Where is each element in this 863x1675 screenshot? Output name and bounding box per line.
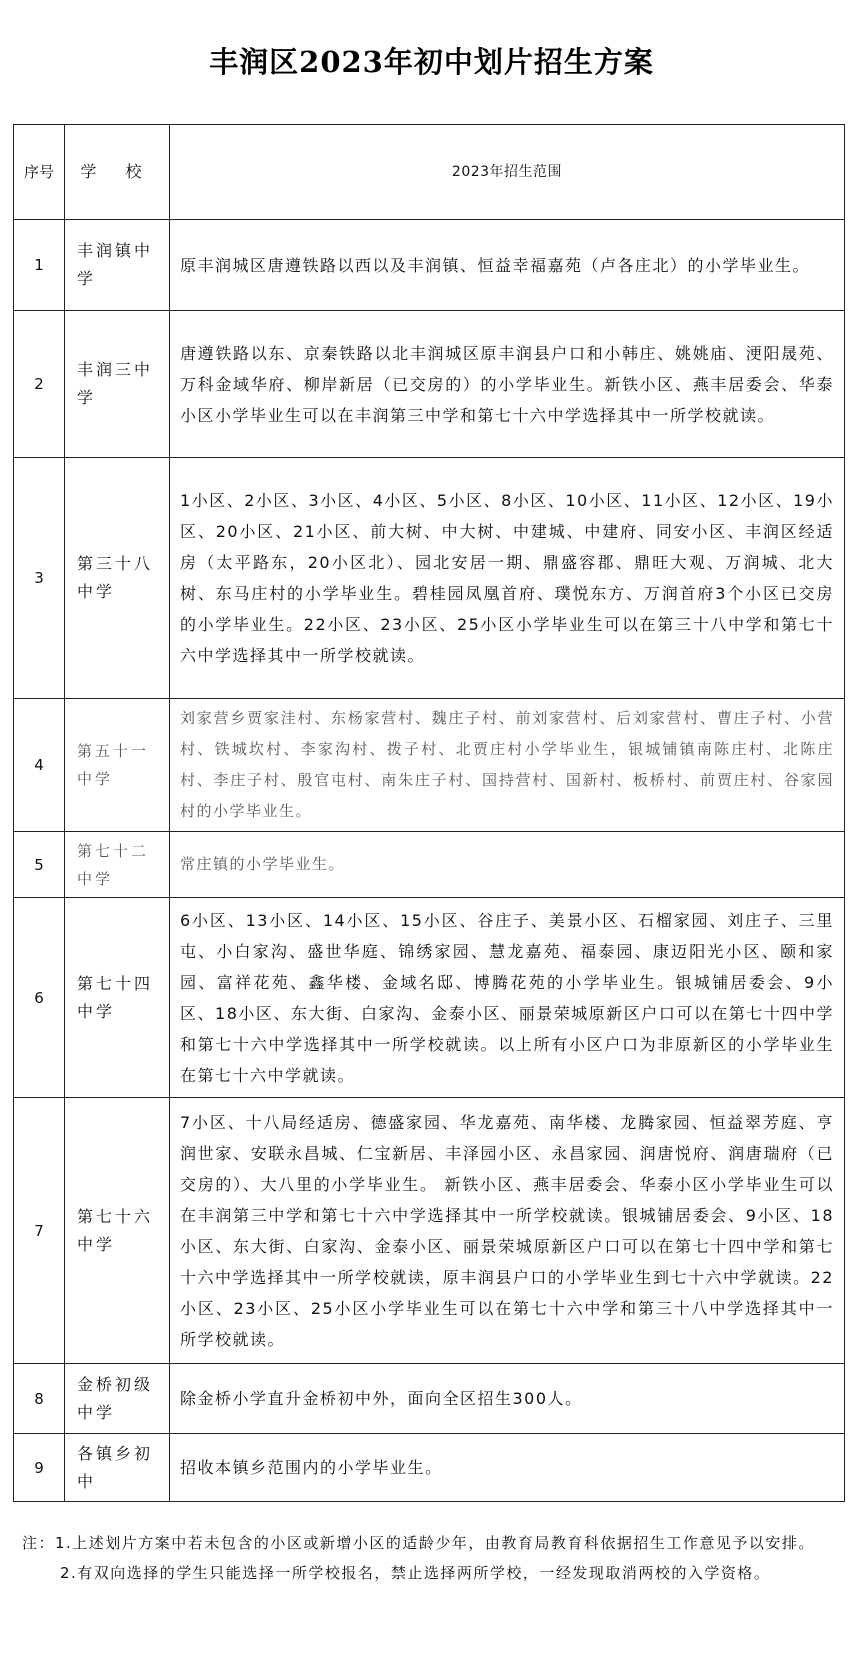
row-school: 第七十二中学 <box>65 832 170 898</box>
row-school: 第七十六中学 <box>65 1098 170 1364</box>
table-header-row <box>14 125 845 220</box>
note-1: 注：1.上述划片方案中若未包含的小区或新增小区的适龄少年，由教育局教育科依据招生工作意见予以安排。 <box>22 1534 815 1552</box>
page-title: 丰润区2023年初中划片招生方案 <box>209 45 654 79</box>
row-index: 6 <box>14 898 65 1098</box>
row-school: 丰润三中学 <box>65 311 170 458</box>
row-range: 原丰润城区唐遵铁路以西以及丰润镇、恒益幸福嘉苑（卢各庄北）的小学毕业生。 <box>170 220 845 311</box>
row-range: 唐遵铁路以东、京秦铁路以北丰润城区原丰润县户口和小韩庄、姚姚庙、浭阳晟苑、万科金域华府、柳岸新居（已交房的）的小学毕业生。新铁小区、燕丰居委会、华泰小区小学毕业生可以在丰润第三中学和第七十六中学选择其中一所学校就读。 <box>170 311 845 458</box>
table-row <box>14 699 845 832</box>
row-school: 金桥初级中学 <box>65 1364 170 1434</box>
notes-section <box>22 1528 842 1588</box>
table-row <box>14 898 845 1098</box>
row-index: 7 <box>14 1098 65 1364</box>
header-range: 2023年招生范围 <box>170 125 845 220</box>
row-school: 第五十一中学 <box>65 699 170 832</box>
table-row <box>14 832 845 898</box>
row-school: 第三十八中学 <box>65 458 170 699</box>
table-row <box>14 1364 845 1434</box>
table-row <box>14 311 845 458</box>
table-row <box>14 1434 845 1502</box>
row-range: 6小区、13小区、14小区、15小区、谷庄子、美景小区、石榴家园、刘庄子、三里屯、小白家沟、盛世华庭、锦绣家园、慧龙嘉苑、福泰园、康迈阳光小区、颐和家园、富祥花苑、鑫华楼、金域名邸、博腾花苑的小学毕业生。银城铺居委会、9小区、18小区、东大街、白家沟、金泰小区、丽景荣城原新区户口可以在第七十四中学和第七十六中学选择其中一所学校就读。以上所有小区户口为非原新区的小学毕业生在第七十六中学就读。 <box>170 898 845 1098</box>
row-range: 招收本镇乡范围内的小学毕业生。 <box>170 1434 845 1502</box>
table-row <box>14 220 845 311</box>
table-row <box>14 1098 845 1364</box>
row-index: 3 <box>14 458 65 699</box>
table-row <box>14 458 845 699</box>
row-range: 常庄镇的小学毕业生。 <box>170 832 845 898</box>
row-range: 刘家营乡贾家洼村、东杨家营村、魏庄子村、前刘家营村、后刘家营村、曹庄子村、小营村、铁城坎村、李家沟村、拨子村、北贾庄村小学毕业生，银城铺镇南陈庄村、北陈庄村、李庄子村、殷官屯村、南朱庄子村、国持营村、国新村、板桥村、前贾庄村、谷家园村的小学毕业生。 <box>170 699 845 832</box>
header-index: 序号 <box>14 125 65 220</box>
row-index: 8 <box>14 1364 65 1434</box>
row-index: 9 <box>14 1434 65 1502</box>
row-index: 4 <box>14 699 65 832</box>
row-range: 1小区、2小区、3小区、4小区、5小区、8小区、10小区、11小区、12小区、19小区、20小区、21小区、前大树、中大树、中建城、中建府、同安小区、丰润区经适房（太平路东，20小区北）、园北安居一期、鼎盛容郡、鼎旺大观、万润城、北大树、东马庄村的小学毕业生。碧桂园凤凰首府、璞悦东方、万润首府3个小区已交房的小学毕业生。22小区、23小区、25小区小学毕业生可以在第三十八中学和第七十六中学选择其中一所学校就读。 <box>170 458 845 699</box>
row-index: 2 <box>14 311 65 458</box>
row-range: 7小区、十八局经适房、德盛家园、华龙嘉苑、南华楼、龙腾家园、恒益翠芳庭、亨润世家、安联永昌城、仁宝新居、丰泽园小区、永昌家园、润唐悦府、润唐瑞府（已交房的）、大八里的小学毕业生。 新铁小区、燕丰居委会、华泰小区小学毕业生可以在丰润第三中学和第七十六中学选择其中一所学校就读。银城铺居委会、9小区、18小区、东大街、白家沟、金泰小区、丽景荣城原新区户口可以在第七十四中学和第七十六中学选择其中一所学校就读，原丰润县户口的小学毕业生到七十六中学就读。22小区、23小区、25小区小学毕业生可以在第七十六中学和第三十八中学选择其中一所学校就读。 <box>170 1098 845 1364</box>
header-school: 学 校 <box>65 125 170 220</box>
row-school: 第七十四中学 <box>65 898 170 1098</box>
row-school: 丰润镇中学 <box>65 220 170 311</box>
note-2: 2.有双向选择的学生只能选择一所学校报名，禁止选择两所学校，一经发现取消两校的入学资格。 <box>60 1564 771 1582</box>
row-index: 5 <box>14 832 65 898</box>
row-range: 除金桥小学直升金桥初中外，面向全区招生300人。 <box>170 1364 845 1434</box>
row-index: 1 <box>14 220 65 311</box>
enrollment-table <box>13 124 845 1502</box>
row-school: 各镇乡初中 <box>65 1434 170 1502</box>
